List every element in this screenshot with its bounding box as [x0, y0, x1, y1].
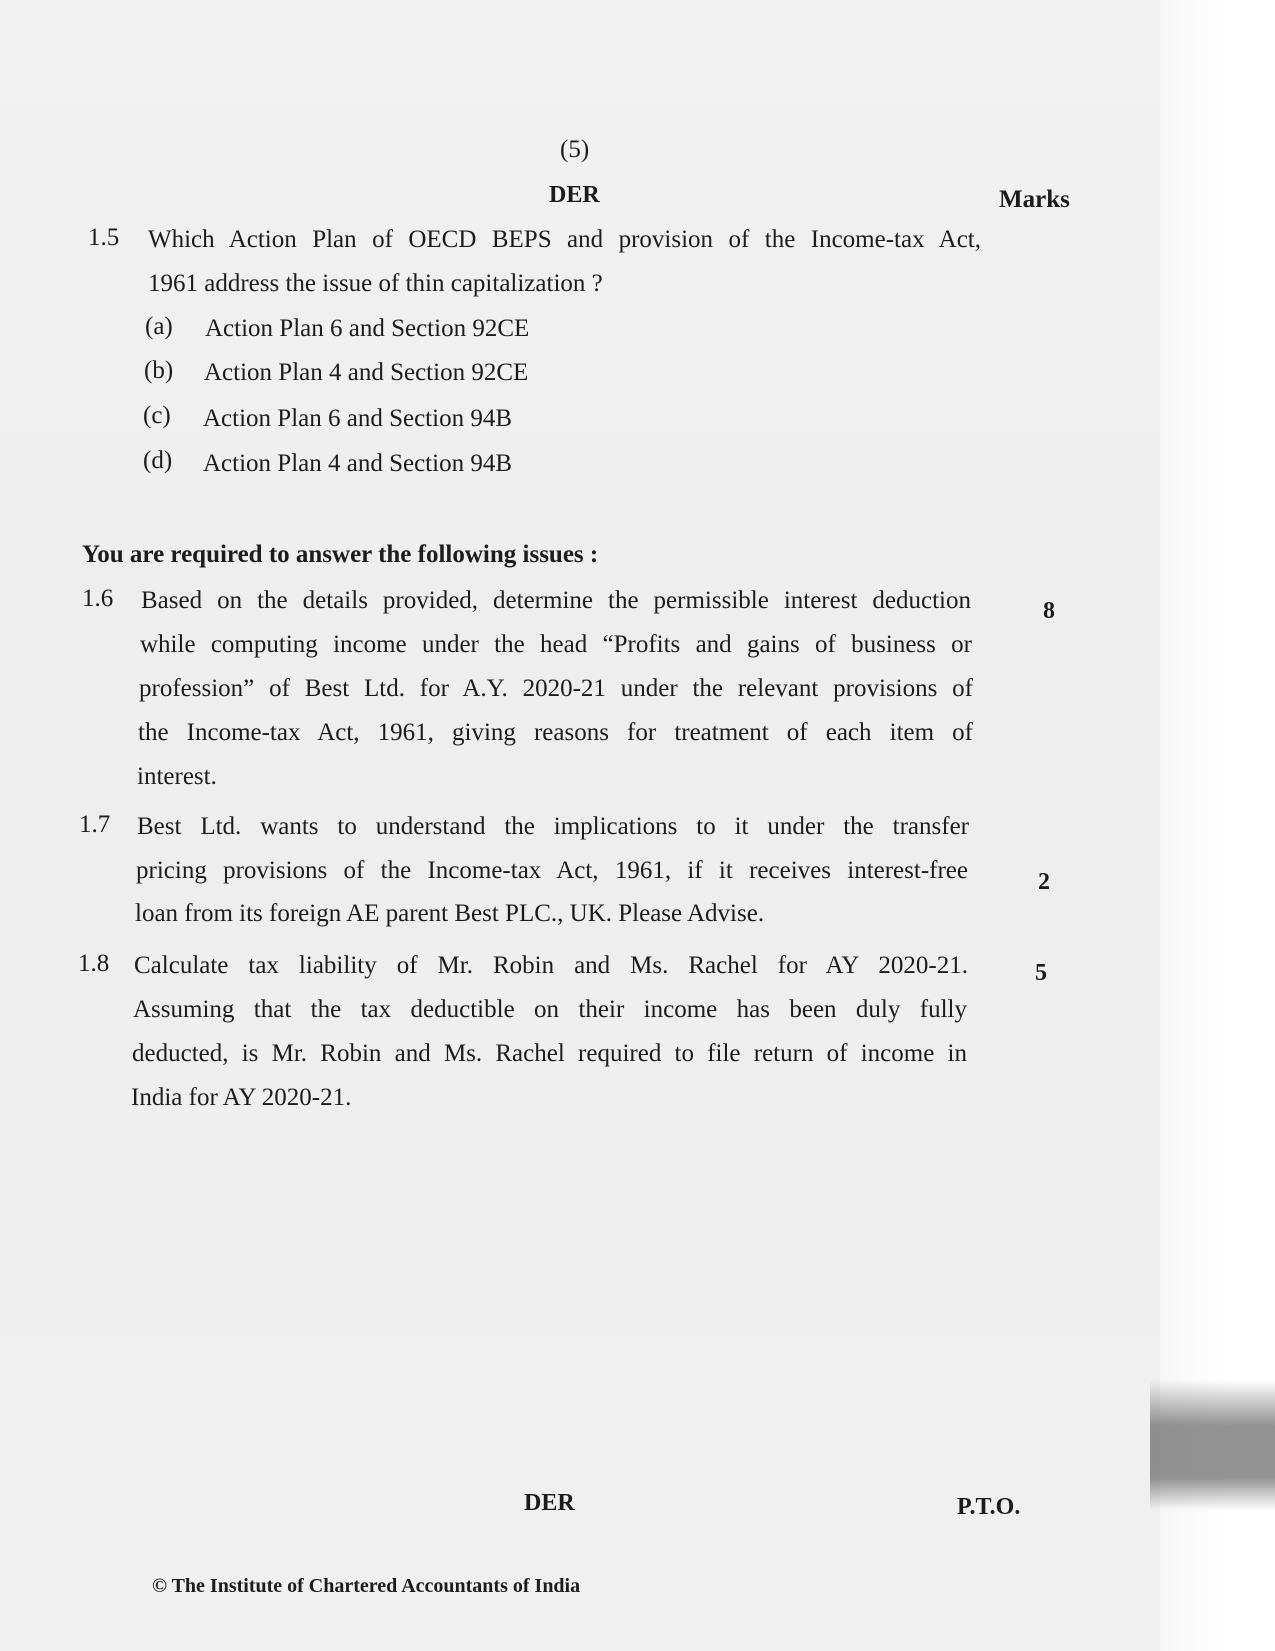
question-number: 1.5: [88, 224, 120, 251]
option-text: Action Plan 6 and Section 94B: [203, 405, 512, 432]
please-turn-over: P.T.O.: [957, 1494, 1021, 1520]
question-line: interest.: [137, 763, 217, 790]
question-line: 1961 address the issue of thin capitalization ?: [148, 270, 603, 297]
marks-column-heading: Marks: [999, 186, 1070, 213]
copyright-notice: © The Institute of Chartered Accountants of India: [152, 1575, 581, 1597]
option-letter: (a): [145, 313, 173, 340]
question-number: 1.6: [82, 585, 114, 612]
option-letter: (b): [144, 357, 174, 384]
marks-value: 8: [1043, 598, 1055, 624]
marks-value: 5: [1035, 960, 1047, 986]
question-line: Based on the details provided, determine the permissible interest deduction: [141, 587, 971, 614]
question-line: India for AY 2020-21.: [131, 1084, 352, 1111]
question-line: Assuming that the tax deductible on their income has been duly fully: [133, 996, 967, 1023]
option-text: Action Plan 4 and Section 94B: [203, 450, 512, 477]
option-text: Action Plan 4 and Section 92CE: [204, 359, 529, 386]
option-letter: (c): [143, 402, 171, 429]
paper-code-footer: DER: [524, 1490, 575, 1516]
question-line: Which Action Plan of OECD BEPS and provision of the Income-tax Act,: [148, 226, 981, 253]
marks-value: 2: [1038, 869, 1050, 895]
question-line: the Income-tax Act, 1961, giving reasons for treatment of each item of: [138, 719, 973, 746]
question-line: profession” of Best Ltd. for A.Y. 2020-21 under the relevant provisions of: [139, 675, 973, 702]
question-line: deducted, is Mr. Robin and Ms. Rachel required to file return of income in: [132, 1040, 967, 1067]
scan-shadow: [1150, 1380, 1275, 1510]
question-line: pricing provisions of the Income-tax Act, 1961, if it receives interest-free: [136, 857, 968, 884]
page-number: (5): [560, 136, 590, 163]
question-line: loan from its foreign AE parent Best PLC., UK. Please Advise.: [135, 900, 765, 927]
question-line: Best Ltd. wants to understand the implications to it under the transfer: [137, 813, 969, 840]
question-number: 1.8: [78, 950, 110, 977]
paper-code-header: DER: [549, 182, 600, 208]
option-text: Action Plan 6 and Section 92CE: [205, 315, 530, 342]
section-heading: You are required to answer the following issues :: [82, 541, 599, 568]
question-line: Calculate tax liability of Mr. Robin and Ms. Rachel for AY 2020-21.: [134, 952, 968, 979]
option-letter: (d): [143, 447, 173, 474]
question-line: while computing income under the head “Profits and gains of business or: [140, 631, 972, 658]
question-number: 1.7: [79, 811, 111, 838]
